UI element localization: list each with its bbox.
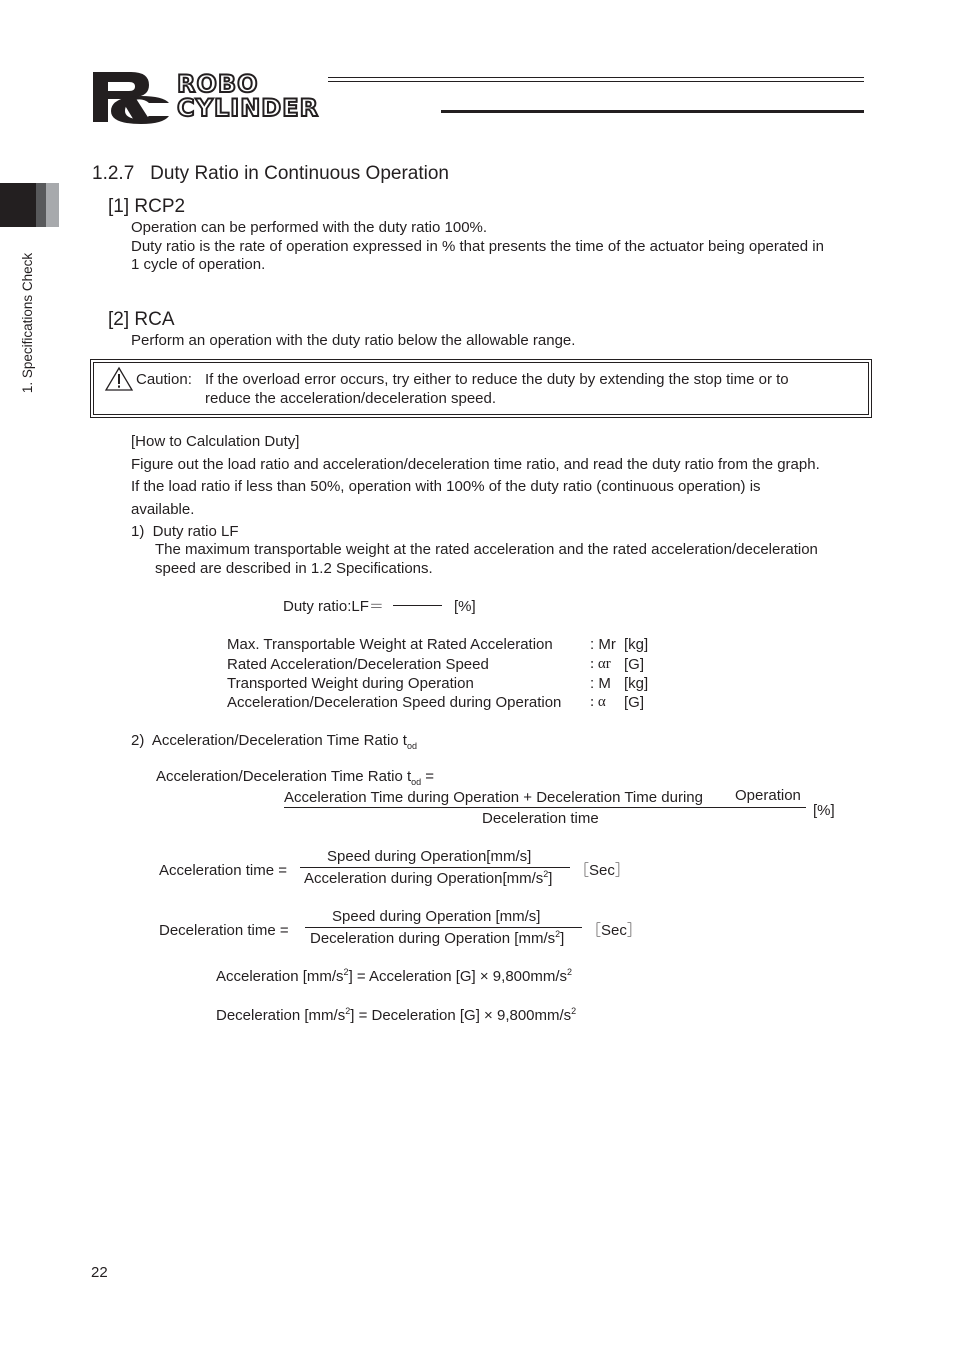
logo-text-cylinder: CYLINDER [177, 94, 320, 122]
decel-time-fraction-bar [305, 927, 582, 928]
item2-heading-sub: od [406, 741, 417, 751]
duty-formula-unit: [%] [454, 598, 476, 615]
howto-text-1: Figure out the load ratio and acceleration/deceleration time ratio, and read the duty ratio from the graph. [131, 456, 820, 473]
rc-logo-mark [91, 70, 171, 124]
time-ratio-unit: [%] [813, 802, 835, 819]
definition-name: Acceleration/Deceleration Speed during Operation [227, 694, 562, 711]
time-ratio-label-text: Acceleration/Deceleration Time Ratio t [156, 768, 412, 785]
decel-conversion-sup: 2 [345, 1006, 351, 1016]
decel-time-label: Deceleration time = [159, 922, 289, 939]
logo [91, 70, 431, 124]
item1-text-2: speed are described in 1.2 Specifications. [155, 560, 433, 577]
rcp2-text-1: Operation can be performed with the duty ratio 100%. [131, 219, 488, 236]
rca-text-1: Perform an operation with the duty ratio below the allowable range. [131, 332, 576, 349]
accel-time-unit: ［Sec］ [574, 862, 630, 879]
definition-unit: [G] [624, 694, 645, 711]
decel-conversion-right: ] = Deceleration [G] × 9,800mm/s [350, 1007, 572, 1024]
definition-name: Max. Transportable Weight at Rated Acceleration [227, 636, 553, 653]
definition-unit: [kg] [624, 636, 649, 653]
decel-time-denominator-close: ] [560, 930, 565, 947]
decel-conversion [216, 1006, 576, 1025]
definition-symbol: : Mr [590, 636, 616, 653]
definition-symbol: : α [590, 694, 606, 710]
definition-symbol: : M [590, 675, 611, 692]
time-ratio-denominator: Deceleration time [482, 810, 599, 827]
header-rule-bottom [441, 110, 864, 113]
decel-time-numerator: Speed during Operation [mm/s] [332, 908, 541, 925]
accel-conversion-sup2: 2 [567, 967, 573, 977]
caution-label: Caution: [136, 371, 192, 388]
accel-conversion-right: ] = Acceleration [G] × 9,800mm/s [348, 968, 567, 985]
item1-heading: 1) Duty ratio LF [131, 523, 239, 540]
time-ratio-label-sub: od [411, 777, 422, 787]
time-ratio-fraction-bar [284, 807, 806, 808]
howto-text-2: If the load ratio if less than 50%, operation with 100% of the duty ratio (continuous operation) is [131, 478, 761, 495]
item1-text-1: The maximum transportable weight at the rated acceleration and the rated acceleration/deceleration [155, 541, 818, 558]
rca-heading: [2] RCA [108, 309, 175, 330]
side-tab-block-light [46, 183, 59, 227]
accel-time-denominator-sup: 2 [543, 869, 549, 879]
accel-time-denominator [304, 869, 552, 888]
side-tab-block-dark [0, 183, 36, 227]
decel-conversion-left: Deceleration [mm/s [216, 1007, 346, 1024]
definition-symbol: : αr [590, 656, 611, 672]
time-ratio-numerator: Acceleration Time during Operation + Deceleration Time during [284, 789, 703, 806]
accel-time-label: Acceleration time = [159, 862, 287, 879]
header-rule-top-1 [328, 77, 864, 78]
decel-conversion-sup2: 2 [571, 1006, 577, 1016]
decel-time-denominator-text: Deceleration during Operation [mm/s [310, 930, 556, 947]
decel-time-denominator [310, 929, 564, 948]
time-ratio-label-eq: = [421, 768, 435, 785]
definition-unit: [G] [624, 656, 645, 673]
caution-box [90, 359, 872, 418]
decel-time-denominator-sup: 2 [555, 929, 561, 939]
caution-text-2: reduce the acceleration/deceleration speed. [205, 390, 497, 407]
accel-time-denominator-text: Acceleration during Operation[mm/s [304, 870, 544, 887]
time-ratio-numerator-tail: Operation [735, 787, 801, 804]
duty-formula-fraction-bar [393, 605, 442, 606]
time-ratio-label [156, 767, 434, 786]
item2-heading-text: 2) Acceleration/Deceleration Time Ratio t [131, 732, 407, 749]
section-title: 1.2.7 Duty Ratio in Continuous Operation [92, 163, 449, 184]
caution-text-1: If the overload error occurs, try either to reduce the duty by extending the stop time or to [205, 371, 789, 388]
logo-text-robo: ROBO [177, 70, 259, 98]
howto-heading: [How to Calculation Duty] [131, 433, 300, 450]
definition-name: Rated Acceleration/Deceleration Speed [227, 656, 489, 673]
decel-time-unit: ［Sec］ [586, 922, 642, 939]
side-tab-label: 1. Specifications Check [20, 252, 35, 394]
howto-text-3: available. [131, 501, 195, 518]
page-number: 22 [91, 1264, 108, 1281]
warning-icon [104, 366, 134, 392]
rcp2-text-2: Duty ratio is the rate of operation expressed in % that presents the time of the actuator being operated in [131, 238, 824, 255]
accel-time-numerator: Speed during Operation[mm/s] [327, 848, 532, 865]
definition-name: Transported Weight during Operation [227, 675, 474, 692]
item2-heading [131, 731, 417, 750]
rcp2-heading: [1] RCP2 [108, 196, 186, 217]
header-rule-top-2 [328, 81, 864, 82]
accel-conversion-sup: 2 [343, 967, 349, 977]
accel-conversion [216, 967, 572, 986]
duty-formula-label: Duty ratio:LF＝ [283, 598, 384, 615]
accel-time-denominator-close: ] [548, 870, 553, 887]
accel-time-fraction-bar [300, 867, 570, 868]
side-tab-block-mid [36, 183, 46, 227]
accel-conversion-left: Acceleration [mm/s [216, 968, 344, 985]
definition-unit: [kg] [624, 675, 649, 692]
rcp2-text-3: 1 cycle of operation. [131, 256, 266, 273]
